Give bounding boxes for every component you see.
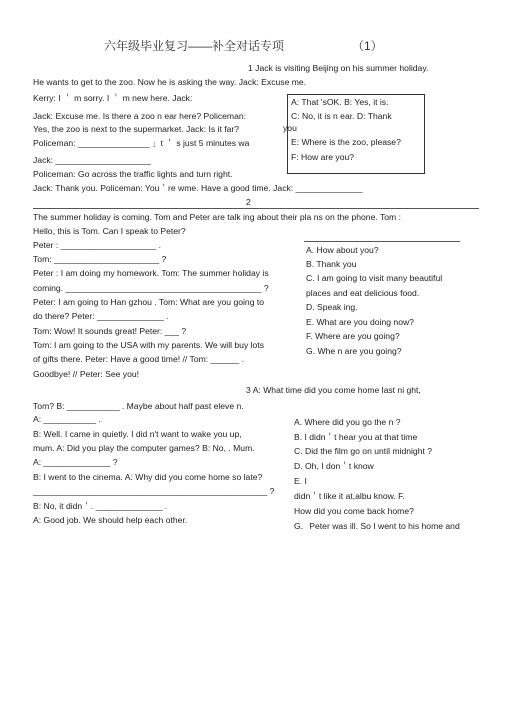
s3-option: How did you come back home? [294, 506, 414, 516]
section-divider [33, 208, 479, 209]
s2-line: Tom: Wow! It sounds great! Peter: ___ ? [33, 326, 187, 336]
s3-line: B: I went to the cinema. A: Why did you come home so late? [33, 472, 263, 482]
s2-line: coming. _________________________________________ ? [33, 283, 269, 293]
s2-line: of gifts there. Peter: Have a good time! // Tom: ______ . [33, 354, 244, 364]
s3-line: B: Well. I came in quietly. I did n't want to wake you up, [33, 429, 242, 439]
s3-line: _________________________________________________ ? [33, 486, 275, 496]
s1-option: F: How are you? [291, 152, 355, 162]
s3-option: G．Peter was ill. So I went to his home and [294, 521, 460, 531]
s1-line: He wants to get to the zoo. Now he is asking the way. Jack: Excuse me. [33, 77, 307, 87]
s2-line: Peter: I am going to Han gzhou . Tom: What are you going to [33, 297, 265, 307]
s1-intro: 1 Jack is visiting Beijing on his summer holiday. [248, 63, 429, 73]
s2-line: Goodbye! // Peter: See you! [33, 369, 140, 379]
s2-option: C. I am going to visit many beautiful [306, 273, 443, 283]
s2-line: Tom: ______________________ ? [33, 254, 167, 264]
s2-option: places and eat delicious food. [306, 288, 420, 298]
s2-line: Hello, this is Tom. Can I speak to Peter? [33, 226, 186, 236]
s2-option: A. How about you? [306, 245, 379, 255]
s1-option: E: Where is the zoo, please? [291, 137, 401, 147]
s1-line: Kerry: I ＇ m sorry. I ＇ m new here. Jack: [33, 93, 193, 103]
s3-line: mum. A: Did you play the computer games? B: No, . Mum. [33, 443, 255, 453]
s3-line: A: ___________ . [33, 414, 101, 424]
s3-intro: 3 A: What time did you come home last ni ght, [246, 385, 421, 395]
s1-line: Policeman: Go across the traffic lights and turn right. [33, 169, 233, 179]
s3-option: B. I didn＇t hear you at that time [294, 432, 418, 442]
s2-line: Tom: I am going to the USA with my parents. We will buy lots [33, 340, 265, 350]
s2-option: F. Where are you going? [306, 331, 400, 341]
s3-line: B: No, it didn＇. ______________ . [33, 501, 168, 511]
s3-line: A: Good job. We should help each other. [33, 515, 188, 525]
s2-line: The summer holiday is coming. Tom and Peter are talk ing about their pla ns on the phone. Tom : [33, 212, 401, 222]
s1-line: Jack: Excuse me. Is there a zoo n ear here? Policeman: [33, 111, 247, 121]
s3-line: A: ______________ ? [33, 457, 118, 467]
s3-option: didn＇t like it at,albu know. F. [294, 491, 405, 501]
s2-option: D. Speak ing. [306, 302, 358, 312]
s3-option: C. Did the film go on until midnight ? [294, 446, 433, 456]
s2-line: Peter : I am doing my homework. Tom: The summer holiday is [33, 268, 269, 278]
s2-option: B. Thank you [306, 259, 357, 269]
s1-option: C: No, it is n ear. D: Thank [291, 111, 392, 121]
s2-number: 2 [246, 197, 251, 207]
s2-line: Peter : ____________________ . [33, 240, 162, 250]
worksheet-title: 六年级毕业复习——补全对话专项 [104, 39, 285, 53]
s2-line: do there? Peter: ______________ . [33, 311, 169, 321]
s1-line: Yes, the zoo is next to the supermarket. Jack: Is it far? [33, 124, 240, 134]
s1-option: A: That 'sOK. B: Yes, it is. [291, 97, 389, 107]
s1-options-box [283, 94, 425, 174]
s1-option: you [283, 123, 297, 133]
s1-line: Jack: Thank you. Policeman: You＇re wme. Have a good time. Jack: ______________ [33, 183, 363, 193]
s3-option: E. I [294, 476, 307, 486]
s2-options-rule [304, 241, 460, 242]
s1-line: Policeman: _______________ 」t ＇ s just 5 minutes wa [33, 138, 250, 148]
s1-line: Jack: ____________________ [33, 155, 152, 165]
s3-option: A. Where did you go the n ? [294, 417, 401, 427]
s2-option: G. Whe n are you going? [306, 346, 402, 356]
s2-option: E. What are you doing now? [306, 317, 414, 327]
s3-option: D. Oh, I don＇t know [294, 461, 374, 471]
s3-line: Tom? B: ___________ . Maybe about half past eleve n. [33, 401, 244, 411]
worksheet-title-number: （1） [352, 39, 383, 53]
